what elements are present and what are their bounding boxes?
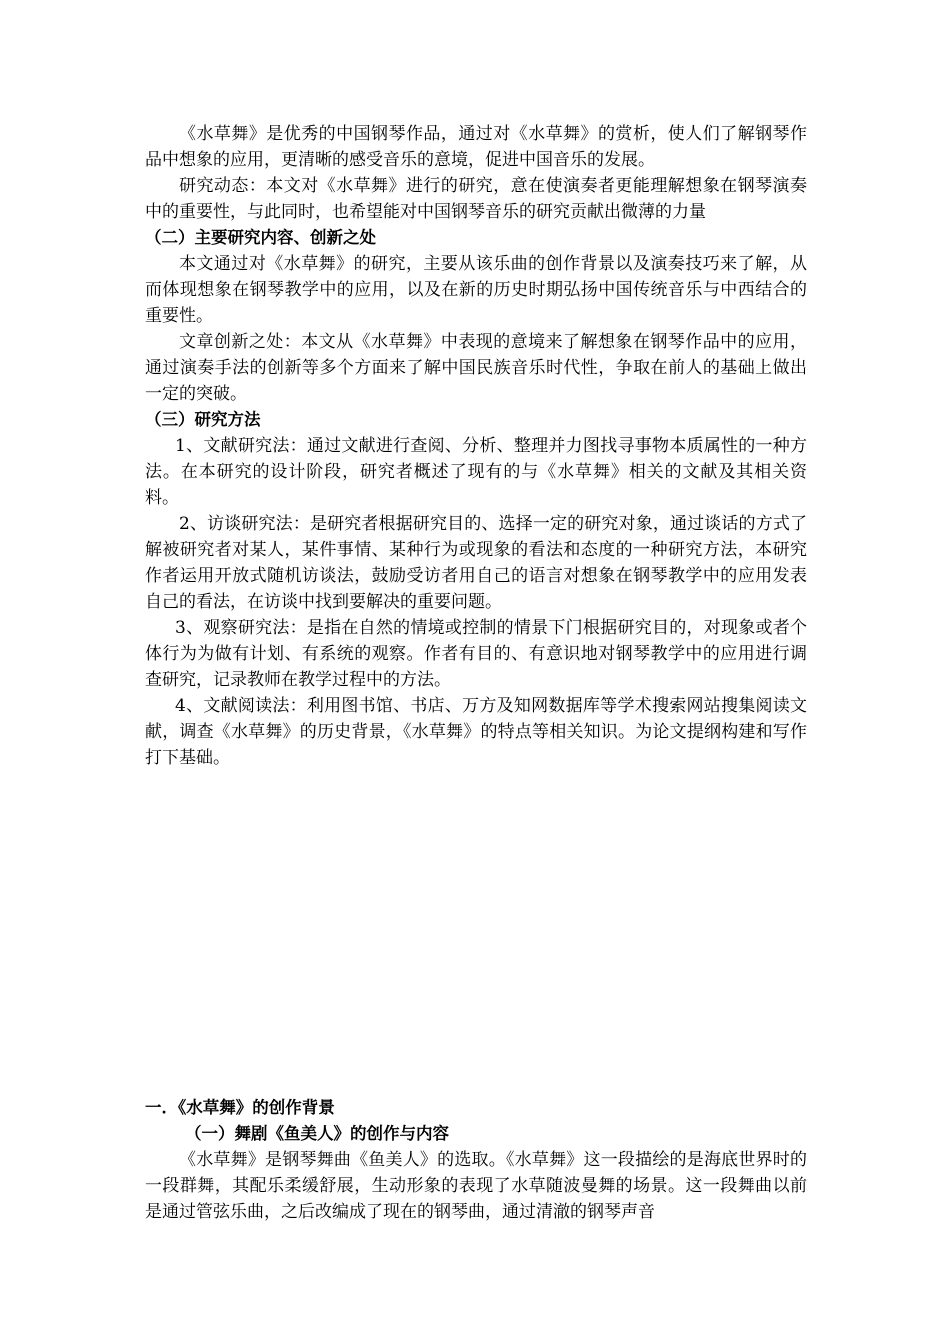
method-observation: 3、观察研究法：是指在自然的情境或控制的情景下门根据研究目的，对现象或者个体行为为做有计划、有系统的观察。作者有目的、有意识地对钢琴教学中的应用进行调查研究，记录教师在教学过程中的方法。 [145,618,807,690]
research-trend-paragraph: 研究动态：本文对《水草舞》进行的研究，意在使演奏者更能理解想象在钢琴演奏中的重要性，与此同时，也希望能对中国钢琴音乐的研究贡献出微薄的力量 [145,176,807,222]
research-content-paragraph: 本文通过对《水草舞》的研究，主要从该乐曲的创作背景以及演奏技巧来了解，从而体现想象在钢琴教学中的应用，以及在新的历史时期弘扬中国传统音乐与中西结合的重要性。 [145,254,807,326]
method-interview: 2、访谈研究法：是研究者根据研究目的、选择一定的研究对象，通过谈话的方式了解被研究者对某人，某件事情、某种行为或现象的看法和态度的一种研究方法，本研究作者运用开放式随机访谈法，鼓励受访者用自己的语言对想象在钢琴教学中的应用发表自己的看法，在访谈中找到要解决的重要问题。 [145,514,807,612]
upper-text-block [145,121,807,771]
chapter-heading: 一．《水草舞》的创作背景 [145,1098,335,1117]
method-literature-research: 1、文献研究法：通过文献进行查阅、分析、整理并力图找寻事物本质属性的一种方法。在本研究的设计阶段，研究者概述了现有的与《水草舞》相关的文献及其相关资料。 [145,436,807,508]
method-literature-reading: 4、文献阅读法：利用图书馆、书店、万方及知网数据库等学术搜索网站搜集阅读文献，调查《水草舞》的历史背景，《水草舞》的特点等相关知识。为论文提纲构建和写作打下基础。 [145,696,807,768]
innovation-paragraph: 文章创新之处：本文从《水草舞》中表现的意境来了解想象在钢琴作品中的应用，通过演奏手法的创新等多个方面来了解中国民族音乐时代性，争取在前人的基础上做出一定的突破。 [145,332,807,404]
lower-text-block [145,1095,807,1225]
subsection-heading: （一）舞剧《鱼美人》的创作与内容 [185,1124,449,1143]
section-heading-content: （二）主要研究内容、创新之处 [145,228,376,247]
intro-paragraph: 《水草舞》是优秀的中国钢琴作品，通过对《水草舞》的赏析，使人们了解钢琴作品中想象的应用，更清晰的感受音乐的意境，促进中国音乐的发展。 [145,124,807,170]
section-heading-methods: （三）研究方法 [145,410,261,429]
creation-paragraph: 《水草舞》是钢琴舞曲《鱼美人》的选取。《水草舞》这一段描绘的是海底世界时的一段群舞，其配乐柔缓舒展，生动形象的表现了水草随波曼舞的场景。这一段舞曲以前是通过管弦乐曲，之后改编成了现在的钢琴曲，通过清澈的钢琴声音 [145,1150,807,1222]
